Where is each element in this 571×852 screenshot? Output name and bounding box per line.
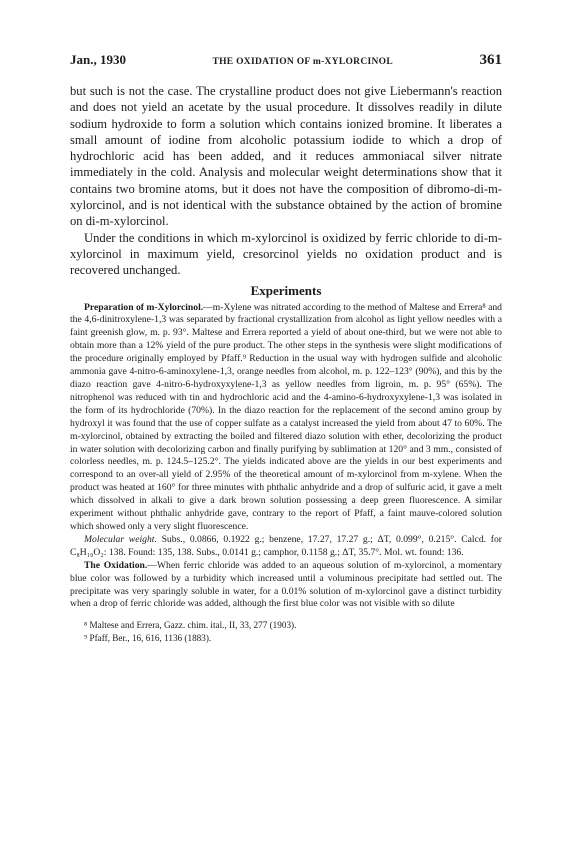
header-title: THE OXIDATION OF m-XYLORCINOL — [212, 57, 393, 67]
molecular-weight-text: Subs., 0.0866, 0.1922 g.; benzene, 17.27, 17.27 g.; ΔT, 0.099°, 0.215°. Calcd. for C₈H₁₀O₂: 138. Found: 135, 138. Subs., 0.0141 g.; camphor, 0.1158 g.; ΔT, 35.7°. Mol. wt. found: 136. — [70, 533, 502, 558]
paragraph-cresorcinol: Under the conditions in which m-xylorcinol is oxidized by ferric chloride to di-m-xylorcinol in maximum yield, cresorcinol yields no oxidation product and is recovered unchanged. — [70, 230, 502, 278]
footnote-8: ⁸ Maltese and Errera, Gazz. chim. ital., II, 33, 277 (1903). — [84, 620, 297, 631]
running-head — [70, 52, 502, 69]
molecular-weight-label: Molecular weight. — [84, 533, 157, 545]
paragraph-oxidation — [70, 560, 502, 612]
run-in-heading-oxidation: The Oxidation. — [84, 559, 148, 571]
preparation-text: —m-Xylene was nitrated according to the method of Maltese and Errera⁸ and the 4,6-dinitroxylene-1,3 was separated by fractional crystallization from alcohol as light yellow needles with a faint greenish glow, m. p. 93°. Maltese and Errera reported a yield of about one-third, but we were not able to obtain more than a 12% yield of the pure product. The other steps in the synthesis were slight modifications of the procedure originally employed by Pfaff.⁹ Reduction in the usual way with hydrogen sulfide and alcoholic ammonia gave 4-nitro-6-aminoxylene-1,3, orange needles from alcohol, m. p. 122–123° (90%), and this by the diazo reaction gave 4-nitro-6-hydroxyxylene-1,3 as yellow needles from ligroin, m. p. 95° (65%). The nitrophenol was reduced with tin and hydrochloric acid and the 4-amino-6-hydroxyxylene-1,3 was isolated in the form of its hydrochloride (70%). In the diazo reaction for the replacement of the second amino group by hydroxyl it was found that the use of copper sulfate as a catalyst increased the yield from about 47 to 60%. The m-xylorcinol, obtained by extracting the boiled and filtered diazo solution with ether, decolorizing the product in water solution with decolorizing carbon and finally purifying by sublimation at 120° and 3 mm., consisted of colorless needles, m. p. 124.5–125.2°. The yields indicated above are the yields in our best experiments and correspond to an over-all yield of 2.95% of the theoretical amount of m-xylorcinol from m-xylene. When the product was heated at 160° for three minutes with phthalic anhydride and a drop of sulfuric acid, it gave a melt which dissolved in alkali to give a dark brown solution possessing a deep green fluorescence. A similar experiment without phthalic anhydride gave, contrary to the report of Pfaff, a faint mauve-colored solution which showed only a very slight fluorescence. — [70, 301, 502, 532]
run-in-heading-preparation: Preparation of m-Xylorcinol. — [84, 301, 204, 313]
paragraph-continued: but such is not the case. The crystalline product does not give Liebermann's reaction and does not yield an acetate by the usual procedure. It dissolves readily in dilute sodium hydroxide to form a solution which contains ionized bromine. It liberates a small amount of iodine from alcoholic potassium iodide to which a drop of hydrochloric acid has been added, and it reduces ammoniacal silver nitrate immediately in the cold. Analysis and molecular weight determinations show that it contains two bromine atoms, but it does not have the composition of dibromo-di-m-xylorcinol, and is not identical with the substance obtained by the action of bromine on di-m-xylorcinol. — [70, 84, 502, 229]
section-heading-experiments: Experiments — [250, 282, 322, 298]
paragraph-preparation — [70, 302, 502, 534]
header-date: Jan., 1930 — [70, 52, 126, 67]
paragraph-molecular-weight — [70, 534, 502, 560]
footnote-9: ⁹ Pfaff, Ber., 16, 616, 1136 (1883). — [84, 632, 212, 643]
page-number: 361 — [479, 52, 502, 68]
footnotes — [70, 619, 502, 644]
page — [70, 52, 502, 644]
oxidation-text: —When ferric chloride was added to an aqueous solution of m-xylorcinol, a momentary blue color was followed by a turbidity which increased until a voluminous precipitate had settled out. The precipitate was very sparingly soluble in water, for a 0.01% solution of m-xylorcinol gave a distinct turbidity when a drop of ferric chloride was added, although the first blue color was not visible with so dilute — [70, 559, 502, 610]
